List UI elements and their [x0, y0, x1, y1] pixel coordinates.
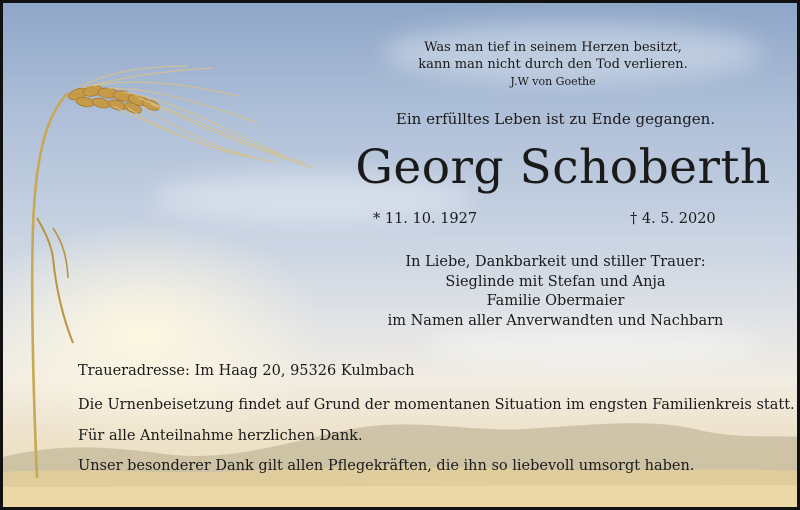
birth-date: * 11. 10. 1927 — [373, 211, 478, 227]
mourning-address: Traueradresse: Im Haag 20, 95326 Kulmbach — [78, 363, 415, 379]
burial-note: Die Urnenbeisetzung findet auf Grund der momentanen Situation im engsten Familienkreis statt. — [78, 397, 795, 413]
mourners-line: Sieglinde mit Stefan und Anja — [445, 273, 666, 290]
thanks-note: Für alle Anteilnahme herzlichen Dank. — [78, 428, 363, 444]
mourners-block — [358, 253, 753, 331]
quote-line-1: Was man tief in seinem Herzen besitzt, — [424, 40, 682, 55]
mourners-line: Familie Obermaier — [486, 293, 625, 309]
mourners-line: im Namen aller Anverwandten und Nachbarn — [387, 312, 724, 329]
mourners-line: In Liebe, Dankbarkeit und stiller Trauer: — [405, 254, 706, 270]
quote-line-2: kann man nicht durch den Tod verlieren. — [418, 57, 688, 72]
intro-text: Ein erfülltes Leben ist zu Ende gegangen. — [395, 110, 716, 128]
quote-author: J.W von Goethe — [510, 75, 596, 88]
death-date: † 4. 5. 2020 — [630, 211, 716, 227]
caregivers-thanks-note: Unser besonderer Dank gilt allen Pflegekräften, die ihn so liebevoll umsorgt haben. — [78, 458, 695, 474]
deceased-name: Georg Schoberth — [355, 140, 771, 195]
goethe-quote — [403, 39, 703, 90]
